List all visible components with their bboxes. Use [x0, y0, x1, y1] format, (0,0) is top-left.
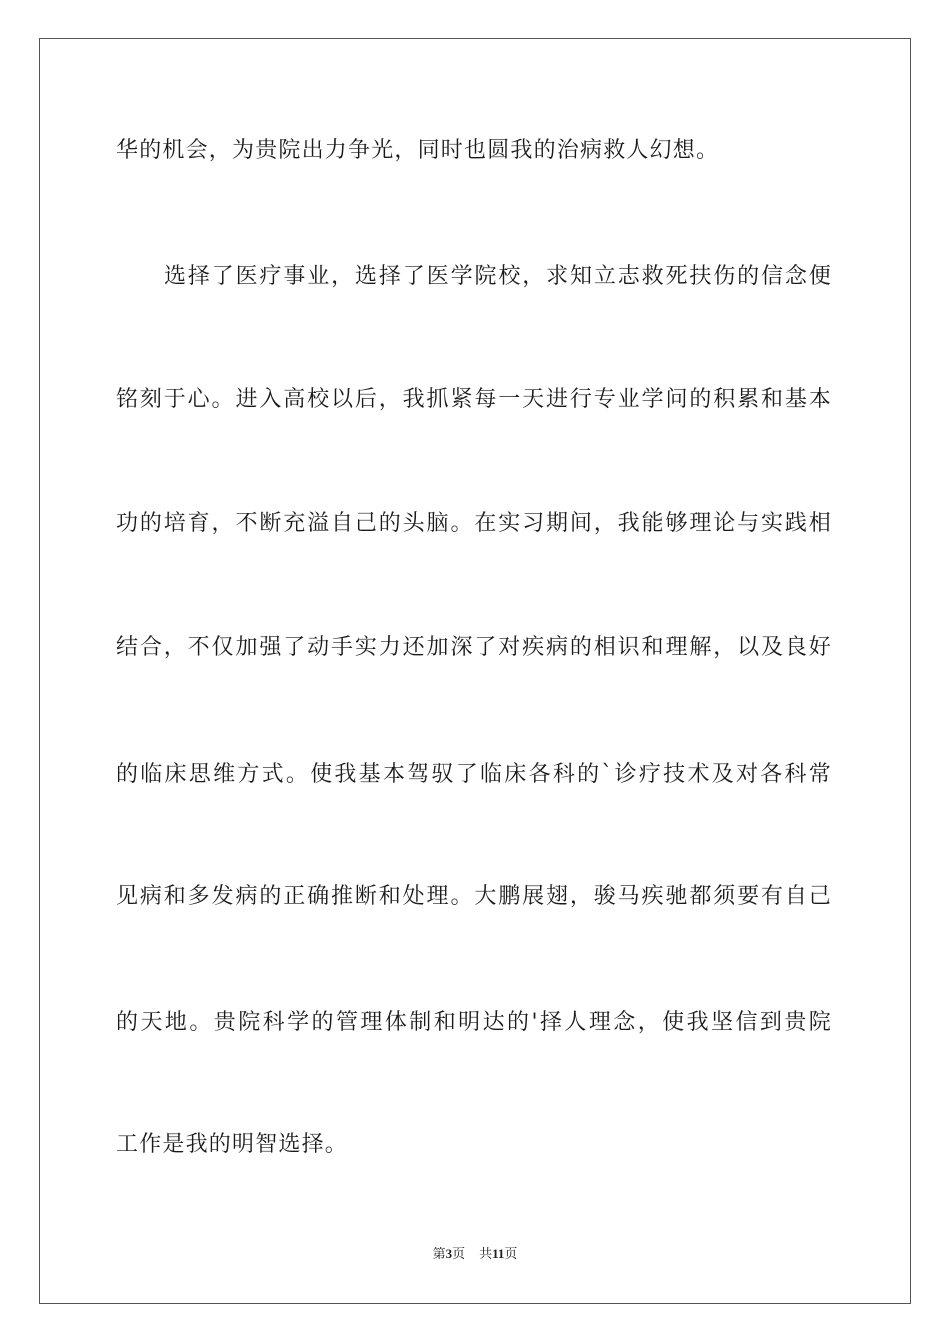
total-suffix: 页 [504, 1246, 518, 1261]
page-footer [0, 1246, 950, 1262]
text-line-7: 见病和多发病的正确推断和处理。大鹏展翅，骏马疾驰都须要有自己 [116, 884, 832, 909]
text-line-4: 功的培育，不断充溢自己的头脑。在实习期间，我能够理论与实践相 [116, 511, 832, 536]
total-prefix: 共 [479, 1246, 493, 1261]
current-page-number: 3 [445, 1246, 453, 1261]
text-line-9: 工作是我的明智选择。 [116, 1132, 349, 1157]
text-line-3: 铭刻于心。进入高校以后，我抓紧每一天进行专业学问的积累和基本 [116, 387, 832, 412]
total-pages-number: 11 [492, 1246, 505, 1261]
text-line-6: 的临床思维方式。使我基本驾驭了临床各科的`诊疗技术及对各科常 [116, 762, 832, 787]
page-border [39, 38, 911, 1304]
page-suffix: 页 [452, 1246, 466, 1261]
text-line-5: 结合，不仅加强了动手实力还加深了对疾病的相识和理解，以及良好 [116, 635, 832, 660]
text-line-2: 选择了医疗事业，选择了医学院校，求知立志救死扶伤的信念便 [164, 264, 832, 289]
text-line-8: 的天地。贵院科学的管理体制和明达的'择人理念，使我坚信到贵院 [116, 1010, 832, 1035]
text-line-1: 华的机会，为贵院出力争光，同时也圆我的治病救人幻想。 [116, 138, 720, 163]
page-prefix: 第 [432, 1246, 446, 1261]
